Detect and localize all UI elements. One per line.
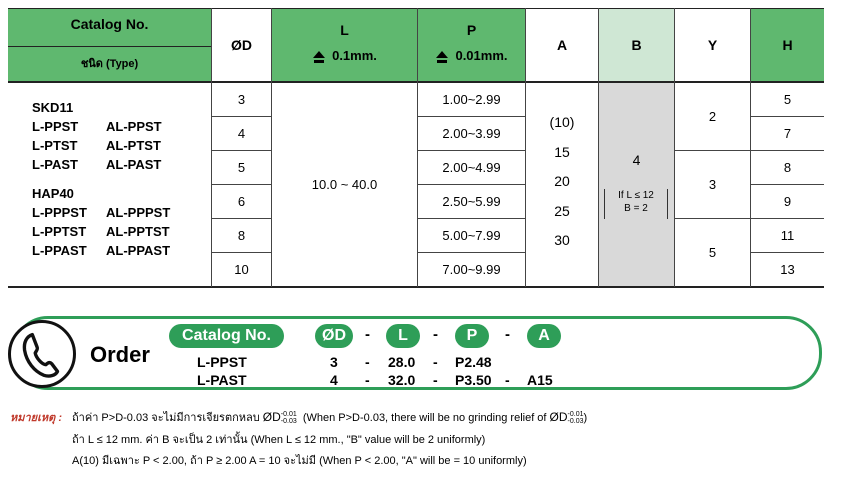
p-header-cell [418,8,525,81]
b-value: 4 [632,152,641,168]
order-title: Order [90,342,150,367]
dash: - [433,326,438,343]
note-line-1: ถ้าค่า P>D-0.03 จะไม่มีการเจียรตกหลบ ØD -0.01 -0.03 (When P>D-0.03, there will be no grinding relief of ØD -0.01 -0.03 ) [72,410,588,426]
catalog-row: L-PPTST AL-PPTST [32,224,170,239]
pill-p: P [455,324,489,348]
catalog-row: L-PAST AL-PAST [32,157,162,172]
y-value: 5 [708,245,717,260]
pill-od: ØD [315,324,353,348]
b-header: B [599,8,674,81]
y-value: 2 [708,109,717,124]
order-od: 4 [330,372,338,388]
order-a: A15 [527,372,553,388]
group-hap40-title: HAP40 [32,186,74,201]
order-p: P3.50 [455,372,492,388]
od-header: ØD [231,36,252,53]
a-value: 20 [554,173,570,189]
catalog-row: L-PPPST AL-PPPST [32,205,171,220]
h-header: H [751,8,824,81]
l-header: L [340,22,349,38]
p-cell: 2.00~4.99 [442,160,501,175]
order-l: 32.0 [388,372,416,388]
a-value: 30 [554,232,570,248]
a-value: (10) [549,114,575,130]
a-value: 15 [554,143,570,160]
order-od: 3 [330,354,338,370]
od-cell: 10 [234,262,249,277]
dash: - [365,354,370,370]
l-tolerance: 0.1mm. [272,48,417,64]
order-p: P2.48 [455,354,492,370]
plus-minus-arrow-icon [312,50,326,64]
a-header: A [556,36,568,53]
dash: - [365,326,370,343]
group-skd11-title: SKD11 [32,100,74,115]
p-header: P [466,22,477,38]
phone-icon [8,320,76,388]
pill-l: L [386,324,420,348]
dash: - [433,354,438,370]
note-line-2: ถ้า L ≤ 12 mm. ค่า B จะเป็น 2 เท่านั้น (When L ≤ 12 mm., "B" value will be 2 uniformly) [72,434,486,446]
od-cell: 4 [237,126,246,141]
a-value: 25 [554,202,570,219]
dash: - [505,326,510,343]
order-catalog: L-PPST [197,354,247,370]
b-note: If L ≤ 12 B = 2 [604,189,668,219]
l-header-cell [272,8,417,81]
h-cell: 8 [783,160,792,175]
l-range: 10.0 ~ 40.0 [311,177,378,192]
p-cell: 1.00~2.99 [442,92,501,107]
type-header: ชนิด (Type) [80,58,139,70]
dash: - [505,372,510,388]
pill-catalog-no: Catalog No. [169,324,284,348]
notes-label: หมายเหตุ : [10,412,62,424]
p-cell: 5.00~7.99 [442,228,501,243]
catalog-row: L-PPST AL-PPST [32,119,162,134]
p-cell: 7.00~9.99 [442,262,501,277]
catalog-row: L-PTST AL-PTST [32,138,161,153]
od-cell: 5 [237,160,246,175]
h-cell: 7 [783,126,792,141]
catalog-no-header: Catalog No. [70,16,149,32]
catalog-list [32,98,170,260]
dash: - [433,372,438,388]
y-header: Y [707,36,718,53]
od-cell: 6 [237,194,246,209]
catalog-row: L-PPAST AL-PPAST [32,243,171,258]
h-cell: 11 [780,228,795,243]
note-line-3: A(10) มีเฉพาะ P < 2.00, ถ้า P ≥ 2.00 A = 10 จะไม่มี (When P < 2.00, "A" will be = 10 uniformly) [72,455,527,467]
h-cell: 5 [783,92,792,107]
od-cell: 3 [237,92,246,107]
p-cell: 2.50~5.99 [442,194,501,209]
p-cell: 2.00~3.99 [442,126,501,141]
pill-a: A [527,324,561,348]
b-column-fill [599,82,674,287]
h-cell: 13 [780,262,795,277]
dash: - [365,372,370,388]
order-l: 28.0 [388,354,416,370]
od-cell: 8 [237,228,246,243]
plus-minus-arrow-icon [435,50,449,64]
order-catalog: L-PAST [197,372,247,388]
p-tolerance: 0.01mm. [418,48,525,64]
h-cell: 9 [783,194,792,209]
y-value: 3 [708,177,717,192]
a-values [526,114,598,248]
